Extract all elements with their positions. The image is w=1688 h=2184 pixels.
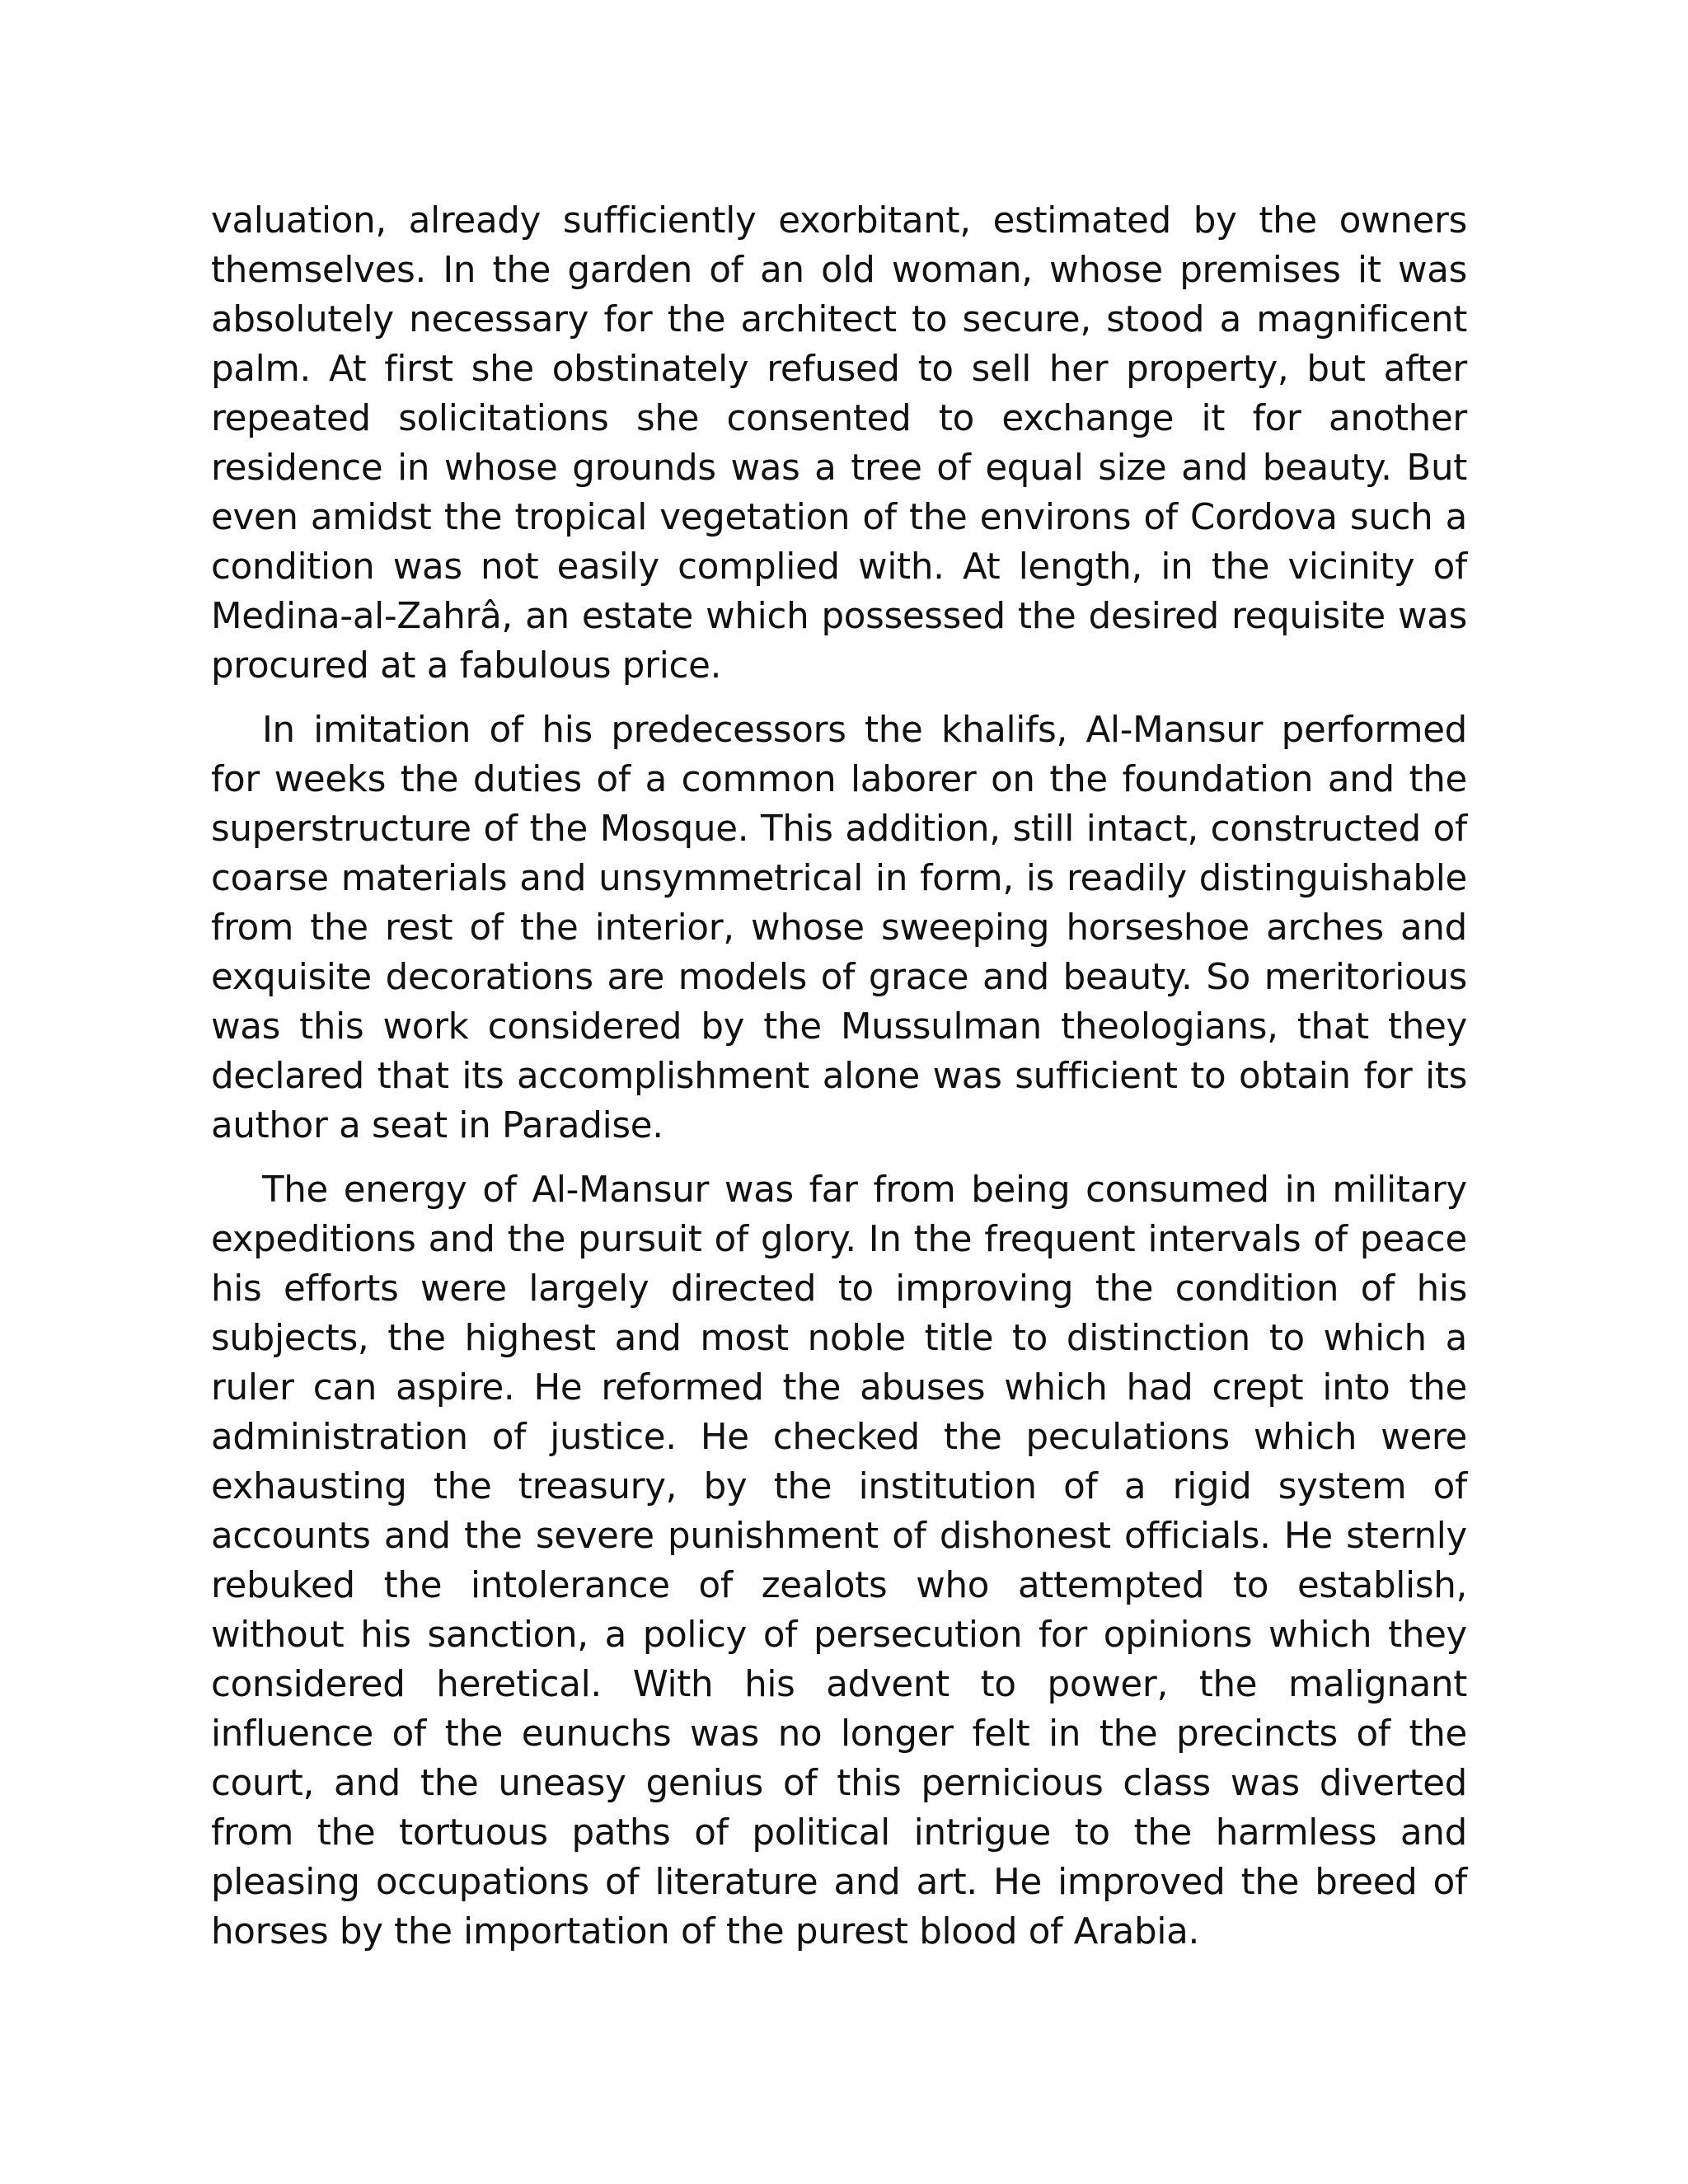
paragraph-mosque-labor: In imitation of his predecessors the khalifs, Al-Mansur performed for weeks the duties of a common laborer on the foundation and the superstructure of the Mosque. This addition, still intact, constructed of coarse materials and unsymmetrical in form, is readily distinguishable from the rest of the interior, whose sweeping horseshoe arches and exquisite decorations are models of grace and beauty. So meritorious was this work considered by the Mussulman theologians, that they declared that its accomplishment alone was sufficient to obtain for its author a seat in Paradise. (211, 710, 1467, 1146)
paragraph-continued: valuation, already sufficiently exorbitant, estimated by the owners themselves. In the garden of an old woman, whose premises it was absolutely necessary for the architect to secure, stood a magnificent palm. At first she obstinately refused to sell her property, but after repeated solicitations she consented to exchange it for another residence in whose grounds was a tree of equal size and beauty. But even amidst the tropical vegetation of the environs of Cordova such a condition was not easily complied with. At length, in the vicinity of Medina-al-Zahrâ, an estate which possessed the desired requisite was procured at a fabulous price. (211, 200, 1467, 687)
paragraph-al-mansur-reforms: The energy of Al-Mansur was far from being consumed in military expeditions and the pursuit of glory. In the frequent intervals of peace his efforts were largely directed to improving the condition of his subjects, the highest and most noble title to distinction to which a ruler can aspire. He reformed the abuses which had crept into the administration of justice. He checked the peculations which were exhausting the treasury, by the institution of a rigid system of accounts and the severe punishment of dishonest officials. He sternly rebuked the intolerance of zealots who attempted to establish, without his sanction, a policy of persecution for opinions which they considered heretical. With his advent to power, the malignant influence of the eunuchs was no longer felt in the precincts of the court, and the uneasy genius of this pernicious class was diverted from the tortuous paths of political intrigue to the harmless and pleasing occupations of literature and art. He improved the breed of horses by the importation of the purest blood of Arabia. (211, 1169, 1467, 1952)
body-text (211, 196, 1467, 1957)
